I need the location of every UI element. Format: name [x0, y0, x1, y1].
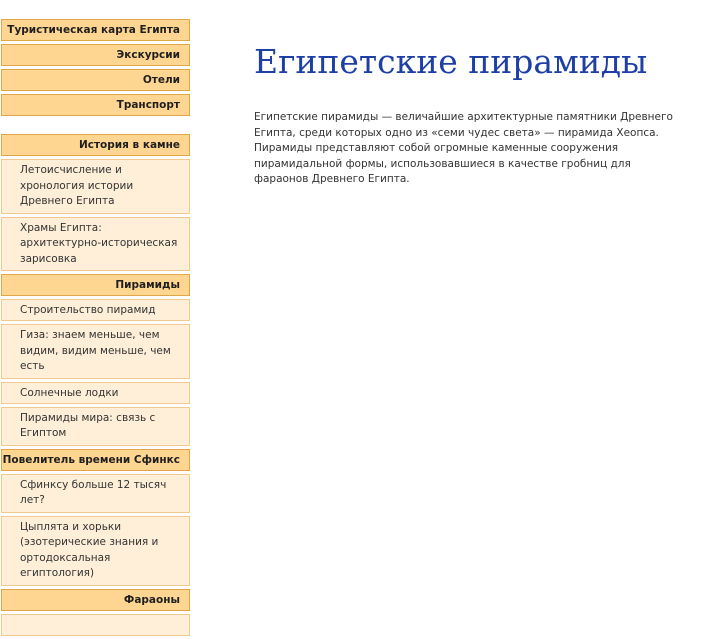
nav-pharaohs-item-cut[interactable]: [1, 614, 190, 636]
nav-solar-boats[interactable]: Солнечные лодки: [1, 382, 190, 404]
section-pyramids-header[interactable]: Пирамиды: [1, 274, 190, 296]
nav-excursions[interactable]: Экскурсии: [1, 44, 190, 66]
nav-transport[interactable]: Транспорт: [1, 94, 190, 116]
nav-chronology[interactable]: Летоисчисление и хронология истории Древнего Египта: [1, 159, 190, 214]
top-nav-group: [1, 19, 190, 116]
intro-paragraph: Египетские пирамиды — величайшие архитектурные памятники Древнего Египта, среди которых одно из «семи чудес света» — пирамида Хеопса. Пирамиды представляют собой огромные каменные сооружения пирамидальной формы, использовавшиеся в качестве гробниц для фараонов Древнего Египта.: [254, 111, 673, 185]
sidebar-nav: [1, 19, 190, 639]
nav-hotels[interactable]: Отели: [1, 69, 190, 91]
nav-giza[interactable]: Гиза: знаем меньше, чем видим, видим меньше, чем есть: [1, 324, 190, 379]
page-title: Египетские пирамиды: [254, 42, 648, 81]
history-group: [1, 134, 190, 636]
section-sphinx-header[interactable]: Повелитель времени Сфинкс: [1, 449, 190, 471]
nav-chickens-ferrets[interactable]: Цыплята и хорьки (эзотерические знания и ортодоксальная египтология): [1, 516, 190, 586]
nav-world-pyramids[interactable]: Пирамиды мира: связь с Египтом: [1, 407, 190, 446]
nav-tourist-map[interactable]: Туристическая карта Египта: [1, 19, 190, 41]
main-content: [254, 40, 674, 188]
nav-temples[interactable]: Храмы Египта: архитектурно-историческая зарисовка: [1, 217, 190, 272]
section-history-header[interactable]: История в камне: [1, 134, 190, 156]
nav-sphinx-age[interactable]: Сфинксу больше 12 тысяч лет?: [1, 474, 190, 513]
nav-pyramid-construction[interactable]: Строительство пирамид: [1, 299, 190, 321]
section-pharaohs-header[interactable]: Фараоны: [1, 589, 190, 611]
